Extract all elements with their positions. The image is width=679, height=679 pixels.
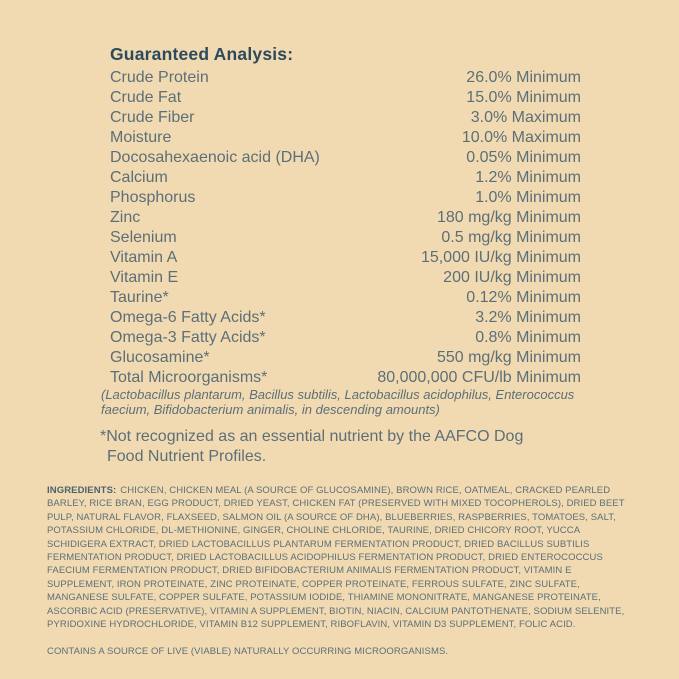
- nutrient-name: Crude Fiber: [110, 109, 195, 126]
- nutrient-row: [110, 268, 581, 288]
- guaranteed-analysis-title: Guaranteed Analysis:: [110, 44, 294, 64]
- nutrient-name: Vitamin E: [110, 269, 179, 286]
- nutrient-value: 3.2% Minimum: [475, 309, 581, 326]
- nutrient-row: [110, 108, 581, 128]
- nutrient-name: Moisture: [110, 129, 172, 146]
- nutrient-row: [110, 168, 581, 188]
- nutrient-row: [110, 328, 581, 348]
- nutrient-name: Selenium: [110, 229, 177, 246]
- nutrient-value: 15.0% Minimum: [466, 89, 581, 106]
- nutrient-row: [110, 88, 581, 108]
- nutrient-value: 26.0% Minimum: [466, 69, 581, 86]
- nutrient-value: 1.2% Minimum: [475, 169, 581, 186]
- nutrient-row: [110, 348, 581, 368]
- ingredients-paragraph: [47, 484, 639, 631]
- nutrient-name: Glucosamine*: [110, 349, 210, 366]
- nutrient-row: [110, 68, 581, 88]
- nutrient-name: Taurine*: [110, 289, 169, 306]
- nutrient-row: [110, 308, 581, 328]
- nutrient-row: [110, 248, 581, 268]
- nutrient-value: 200 IU/kg Minimum: [443, 269, 581, 286]
- contains-note: CONTAINS A SOURCE OF LIVE (VIABLE) NATURALLY OCCURRING MICROORGANISMS.: [47, 646, 449, 657]
- nutrient-value: 15,000 IU/kg Minimum: [420, 249, 581, 266]
- microorganisms-species-note: (Lactobacillus plantarum, Bacillus subtilis, Lactobacillus acidophilus, Enterococcus faecium, Bifidobacterium animalis, in descending amounts): [101, 387, 575, 417]
- nutrient-row: [110, 128, 581, 148]
- nutrient-value: 1.0% Minimum: [475, 189, 581, 206]
- nutrient-name: Zinc: [110, 209, 141, 226]
- nutrient-value: 10.0% Maximum: [461, 129, 581, 146]
- nutrient-value: 0.5 mg/kg Minimum: [441, 229, 581, 246]
- nutrient-name: Omega-3 Fatty Acids*: [110, 329, 266, 346]
- nutrient-value: 0.8% Minimum: [475, 329, 581, 346]
- nutrient-value: 80,000,000 CFU/lb Minimum: [377, 369, 581, 386]
- nutrient-value: 550 mg/kg Minimum: [436, 349, 581, 366]
- nutrient-name: Crude Protein: [110, 69, 209, 86]
- nutrient-row: [110, 228, 581, 248]
- ingredients-text: CHICKEN, CHICKEN MEAL (A SOURCE OF GLUCOSAMINE), BROWN RICE, OATMEAL, CRACKED PEARLED BARLEY, RICE BRAN, EGG PRODUCT, DRIED YEAST, CHICKEN FAT (PRESERVED WITH MIXED TOCOPHEROLS), DRIED BEET PULP, NATURAL FLAVOR, FLAXSEED, SALMON OIL (A SOURCE OF DHA), BLUEBERRIES, RASPBERRIES, TOMATOES, SALT, POTASSIUM CHLORIDE, DL-METHIONINE, GINGER, CHOLINE CHLORIDE, TAURINE, DRIED CHICORY ROOT, YUCCA SCHIDIGERA EXTRACT, DRIED LACTOBACILLUS PLANTARUM FERMENTATION PRODUCT, DRIED BACILLUS SUBTILIS FERMENTATION PRODUCT, DRIED LACTOBACILLUS ACIDOPHILUS FERMENTATION PRODUCT, DRIED ENTEROCOCCUS FAECIUM FERMENTATION PRODUCT, DRIED BIFIDOBACTERIUM ANIMALIS FERMENTATION PRODUCT, VITAMIN E SUPPLEMENT, IRON PROTEINATE, ZINC PROTEINATE, COPPER PROTEINATE, FERROUS SULFATE, ZINC SULFATE, MANGANESE SULFATE, COPPER SULFATE, POTASSIUM IODIDE, THIAMINE MONONITRATE, MANGANESE PROTEINATE, ASCORBIC ACID (PRESERVATIVE), VITAMIN A SUPPLEMENT, BIOTIN, NIACIN, CALCIUM PANTOTHENATE, SODIUM SELENITE, PYRIDOXINE HYDROCHLORIDE, VITAMIN B12 SUPPLEMENT, RIBOFLAVIN, VITAMIN D3 SUPPLEMENT, FOLIC ACID.: [47, 485, 625, 631]
- nutrient-name: Phosphorus: [110, 189, 196, 206]
- nutrient-value: 0.05% Minimum: [466, 149, 581, 166]
- nutrient-row: [110, 288, 581, 308]
- nutrient-value: 3.0% Maximum: [470, 109, 581, 126]
- aafco-footnote: *Not recognized as an essential nutrient by the AAFCO Dog Food Nutrient Profiles.: [100, 428, 524, 465]
- nutrient-name: Vitamin A: [110, 249, 178, 266]
- guaranteed-analysis-section: [110, 44, 581, 388]
- nutrient-row: [110, 188, 581, 208]
- nutrient-value: 180 mg/kg Minimum: [436, 209, 581, 226]
- nutrient-row: [110, 368, 581, 388]
- nutrient-name: Crude Fat: [110, 89, 182, 106]
- nutrient-name: Docosahexaenoic acid (DHA): [110, 149, 320, 166]
- guaranteed-analysis-table: [110, 68, 581, 388]
- nutrient-value: 0.12% Minimum: [466, 289, 581, 306]
- nutrient-name: Total Microorganisms*: [110, 369, 268, 386]
- nutrient-name: Omega-6 Fatty Acids*: [110, 309, 266, 326]
- ingredients-label: INGREDIENTS:: [47, 485, 117, 496]
- nutrient-row: [110, 148, 581, 168]
- nutrient-row: [110, 208, 581, 228]
- nutrient-name: Calcium: [110, 169, 168, 186]
